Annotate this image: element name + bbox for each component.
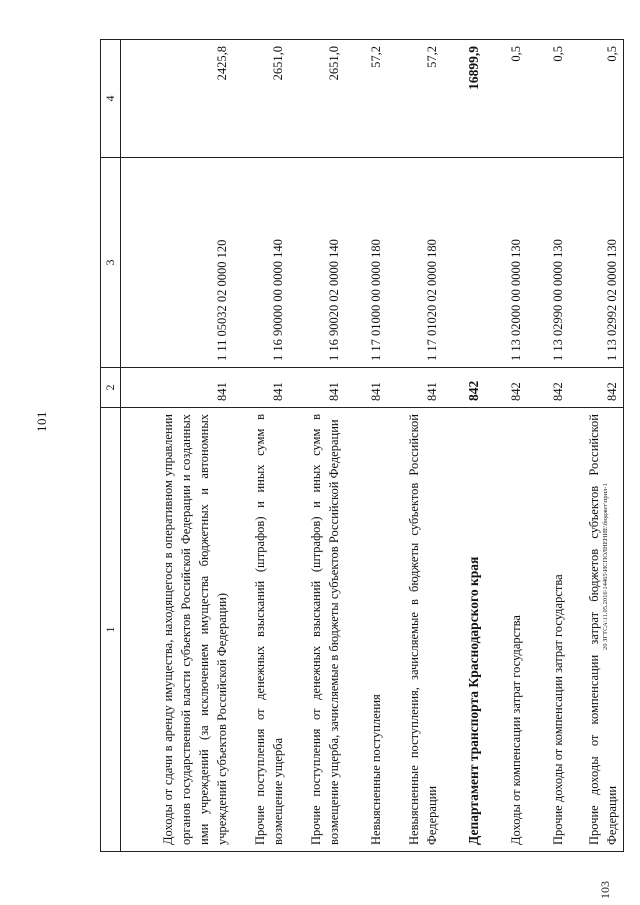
- row-income-code: 1 17 01020 02 0000 180: [387, 158, 443, 368]
- bottom-page-number: 103: [598, 881, 612, 899]
- row-admin-code: 841: [345, 368, 387, 408]
- table-row: [345, 40, 387, 852]
- row-admin-code: 841: [233, 368, 289, 408]
- row-name: Прочие доходы от компенсации затрат бюджетов субъектов Российской Федерации: [569, 408, 624, 852]
- row-admin-code: 841: [289, 368, 345, 408]
- table-row: [289, 40, 345, 852]
- row-name: Доходы от компенсации затрат государства: [485, 408, 527, 852]
- column-header-2: 2: [101, 368, 121, 408]
- table-row: [233, 40, 289, 852]
- table-header-row: [101, 40, 121, 852]
- row-name: Прочие поступления от денежных взысканий (штрафов) и иных сумм в возмещение ущерба: [233, 408, 289, 852]
- row-admin-code: 842: [527, 368, 569, 408]
- table-row: [387, 40, 443, 852]
- row-amount: 2651,0: [233, 40, 289, 158]
- table-row: [485, 40, 527, 852]
- row-amount: 57,2: [345, 40, 387, 158]
- row-amount: 16899,9: [443, 40, 485, 158]
- row-income-code: 1 16 90020 02 0000 140: [289, 158, 345, 368]
- table-row-department: [443, 40, 485, 852]
- row-name: Невыясненные поступления, зачисляемые в бюджеты субъектов Российской Федерации: [387, 408, 443, 852]
- column-header-3: 3: [101, 158, 121, 368]
- table-row: [569, 40, 624, 852]
- row-amount: 0,5: [485, 40, 527, 158]
- column-header-4: 4: [101, 40, 121, 158]
- row-income-code: 1 13 02992 02 0000 130: [569, 158, 624, 368]
- row-admin-code: 842: [485, 368, 527, 408]
- row-name: Прочие поступления от денежных взысканий (штрафов) и иных сумм в возмещение ущерба, зачисляемые в бюджеты субъектов Российской Федерации: [289, 408, 345, 852]
- row-name: Доходы от сдачи в аренду имущества, находящегося в оперативном управлении органов государственной власти субъектов Российской Федерации и созданных ими учреждений (за исключением имущества бюджетных и автономных учреждений субъектов Российской Федерации): [121, 408, 234, 852]
- page-number: 101: [34, 411, 49, 432]
- row-admin-code: 841: [387, 368, 443, 408]
- row-name: Невыясненные поступления: [345, 408, 387, 852]
- row-admin-code: 842: [569, 368, 624, 408]
- column-header-1: 1: [101, 408, 121, 852]
- row-income-code: [443, 158, 485, 368]
- row-amount: 2651,0: [289, 40, 345, 158]
- row-amount: 57,2: [387, 40, 443, 158]
- table-row: [527, 40, 569, 852]
- footer-file-path: 20 ЗГТСА\11.05.2016\14465\ИСПОЛНЕНИЕ\бюджет\прил-1: [602, 483, 609, 650]
- budget-table: [100, 39, 624, 852]
- row-income-code: 1 11 05032 02 0000 120: [121, 158, 234, 368]
- row-amount: 2425,8: [121, 40, 234, 158]
- row-name: Прочие доходы от компенсации затрат государства: [527, 408, 569, 852]
- row-admin-code: 841: [121, 368, 234, 408]
- row-income-code: 1 13 02000 00 0000 130: [485, 158, 527, 368]
- row-amount: 0,5: [527, 40, 569, 158]
- row-income-code: 1 17 01000 00 0000 180: [345, 158, 387, 368]
- row-admin-code: 842: [443, 368, 485, 408]
- row-amount: 0,5: [569, 40, 624, 158]
- row-name: Департамент транспорта Краснодарского края: [443, 408, 485, 852]
- table-row: [121, 40, 234, 852]
- row-income-code: 1 13 02990 00 0000 130: [527, 158, 569, 368]
- row-income-code: 1 16 90000 00 0000 140: [233, 158, 289, 368]
